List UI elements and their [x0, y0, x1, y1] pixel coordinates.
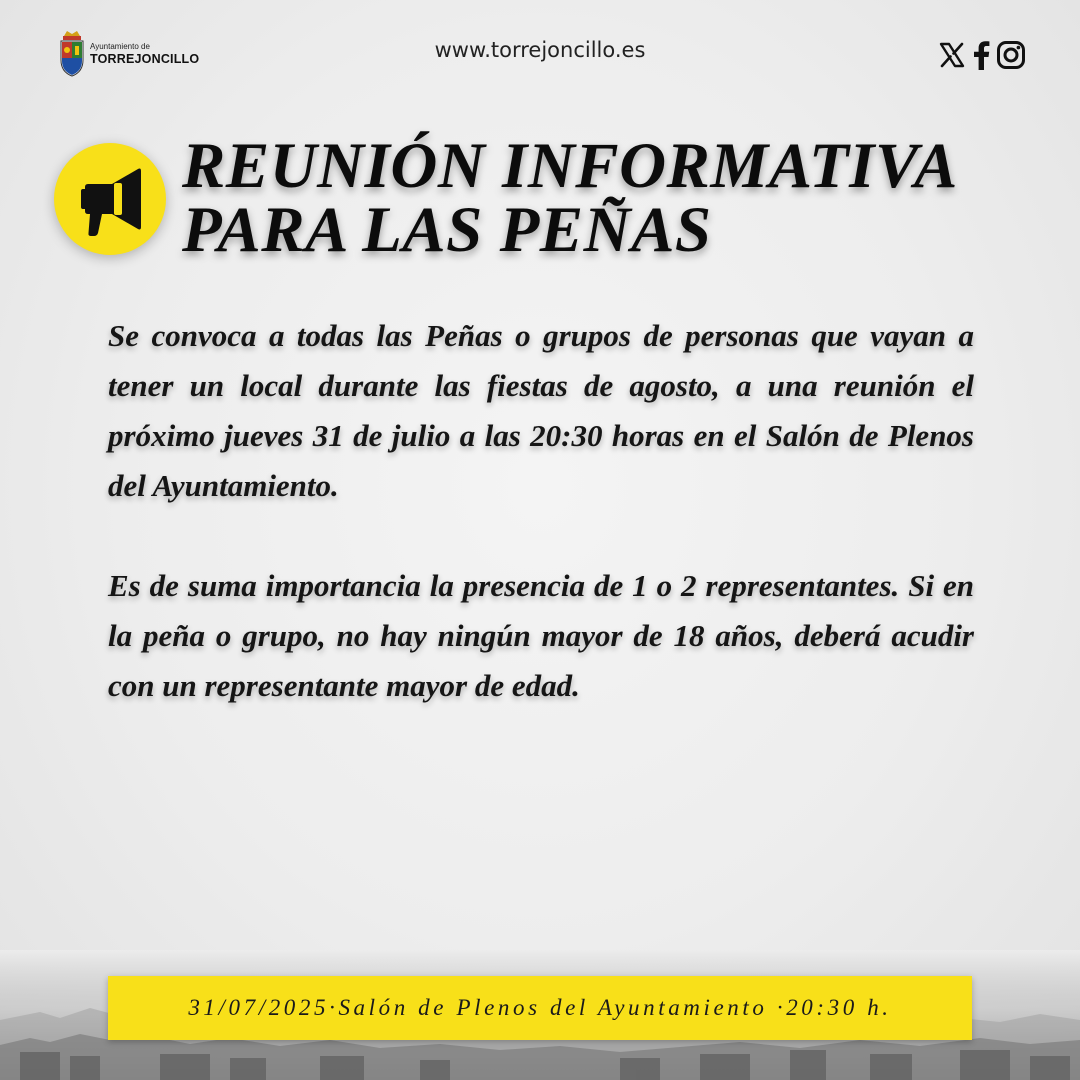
megaphone-badge [54, 143, 166, 255]
website-link[interactable]: www.torrejoncillo.es [434, 38, 646, 62]
logo-subtitle: Ayuntamiento de [90, 41, 150, 51]
facebook-icon[interactable] [972, 40, 990, 70]
x-icon[interactable] [938, 41, 966, 69]
instagram-icon[interactable] [996, 40, 1026, 70]
event-info-bar [108, 976, 972, 1040]
title-line-2: PARA LAS PEÑAS [182, 194, 712, 266]
logo-name: TORREJONCILLO [90, 51, 200, 66]
page-title [182, 130, 1062, 266]
social-links [938, 40, 1026, 70]
announcement-paragraph-2: Es de suma importancia la presencia de 1 o 2 representantes. Si en la peña o grupo, no hay ningún mayor de 18 años, deberá acudir con un representante mayor de edad. [108, 568, 974, 703]
title-line-1: REUNIÓN INFORMATIVA [182, 130, 958, 202]
announcement-paragraph-1: Se convoca a todas las Peñas o grupos de personas que vayan a tener un local durante las fiestas de agosto, a una reunión el próximo jueves 31 de julio a las 20:30 horas en el Salón de Plenos del Ayuntamiento. [108, 318, 974, 503]
megaphone-icon [54, 143, 166, 255]
event-info-text: 31/07/2025·Salón de Plenos del Ayuntamiento ·20:30 h. [188, 995, 892, 1020]
